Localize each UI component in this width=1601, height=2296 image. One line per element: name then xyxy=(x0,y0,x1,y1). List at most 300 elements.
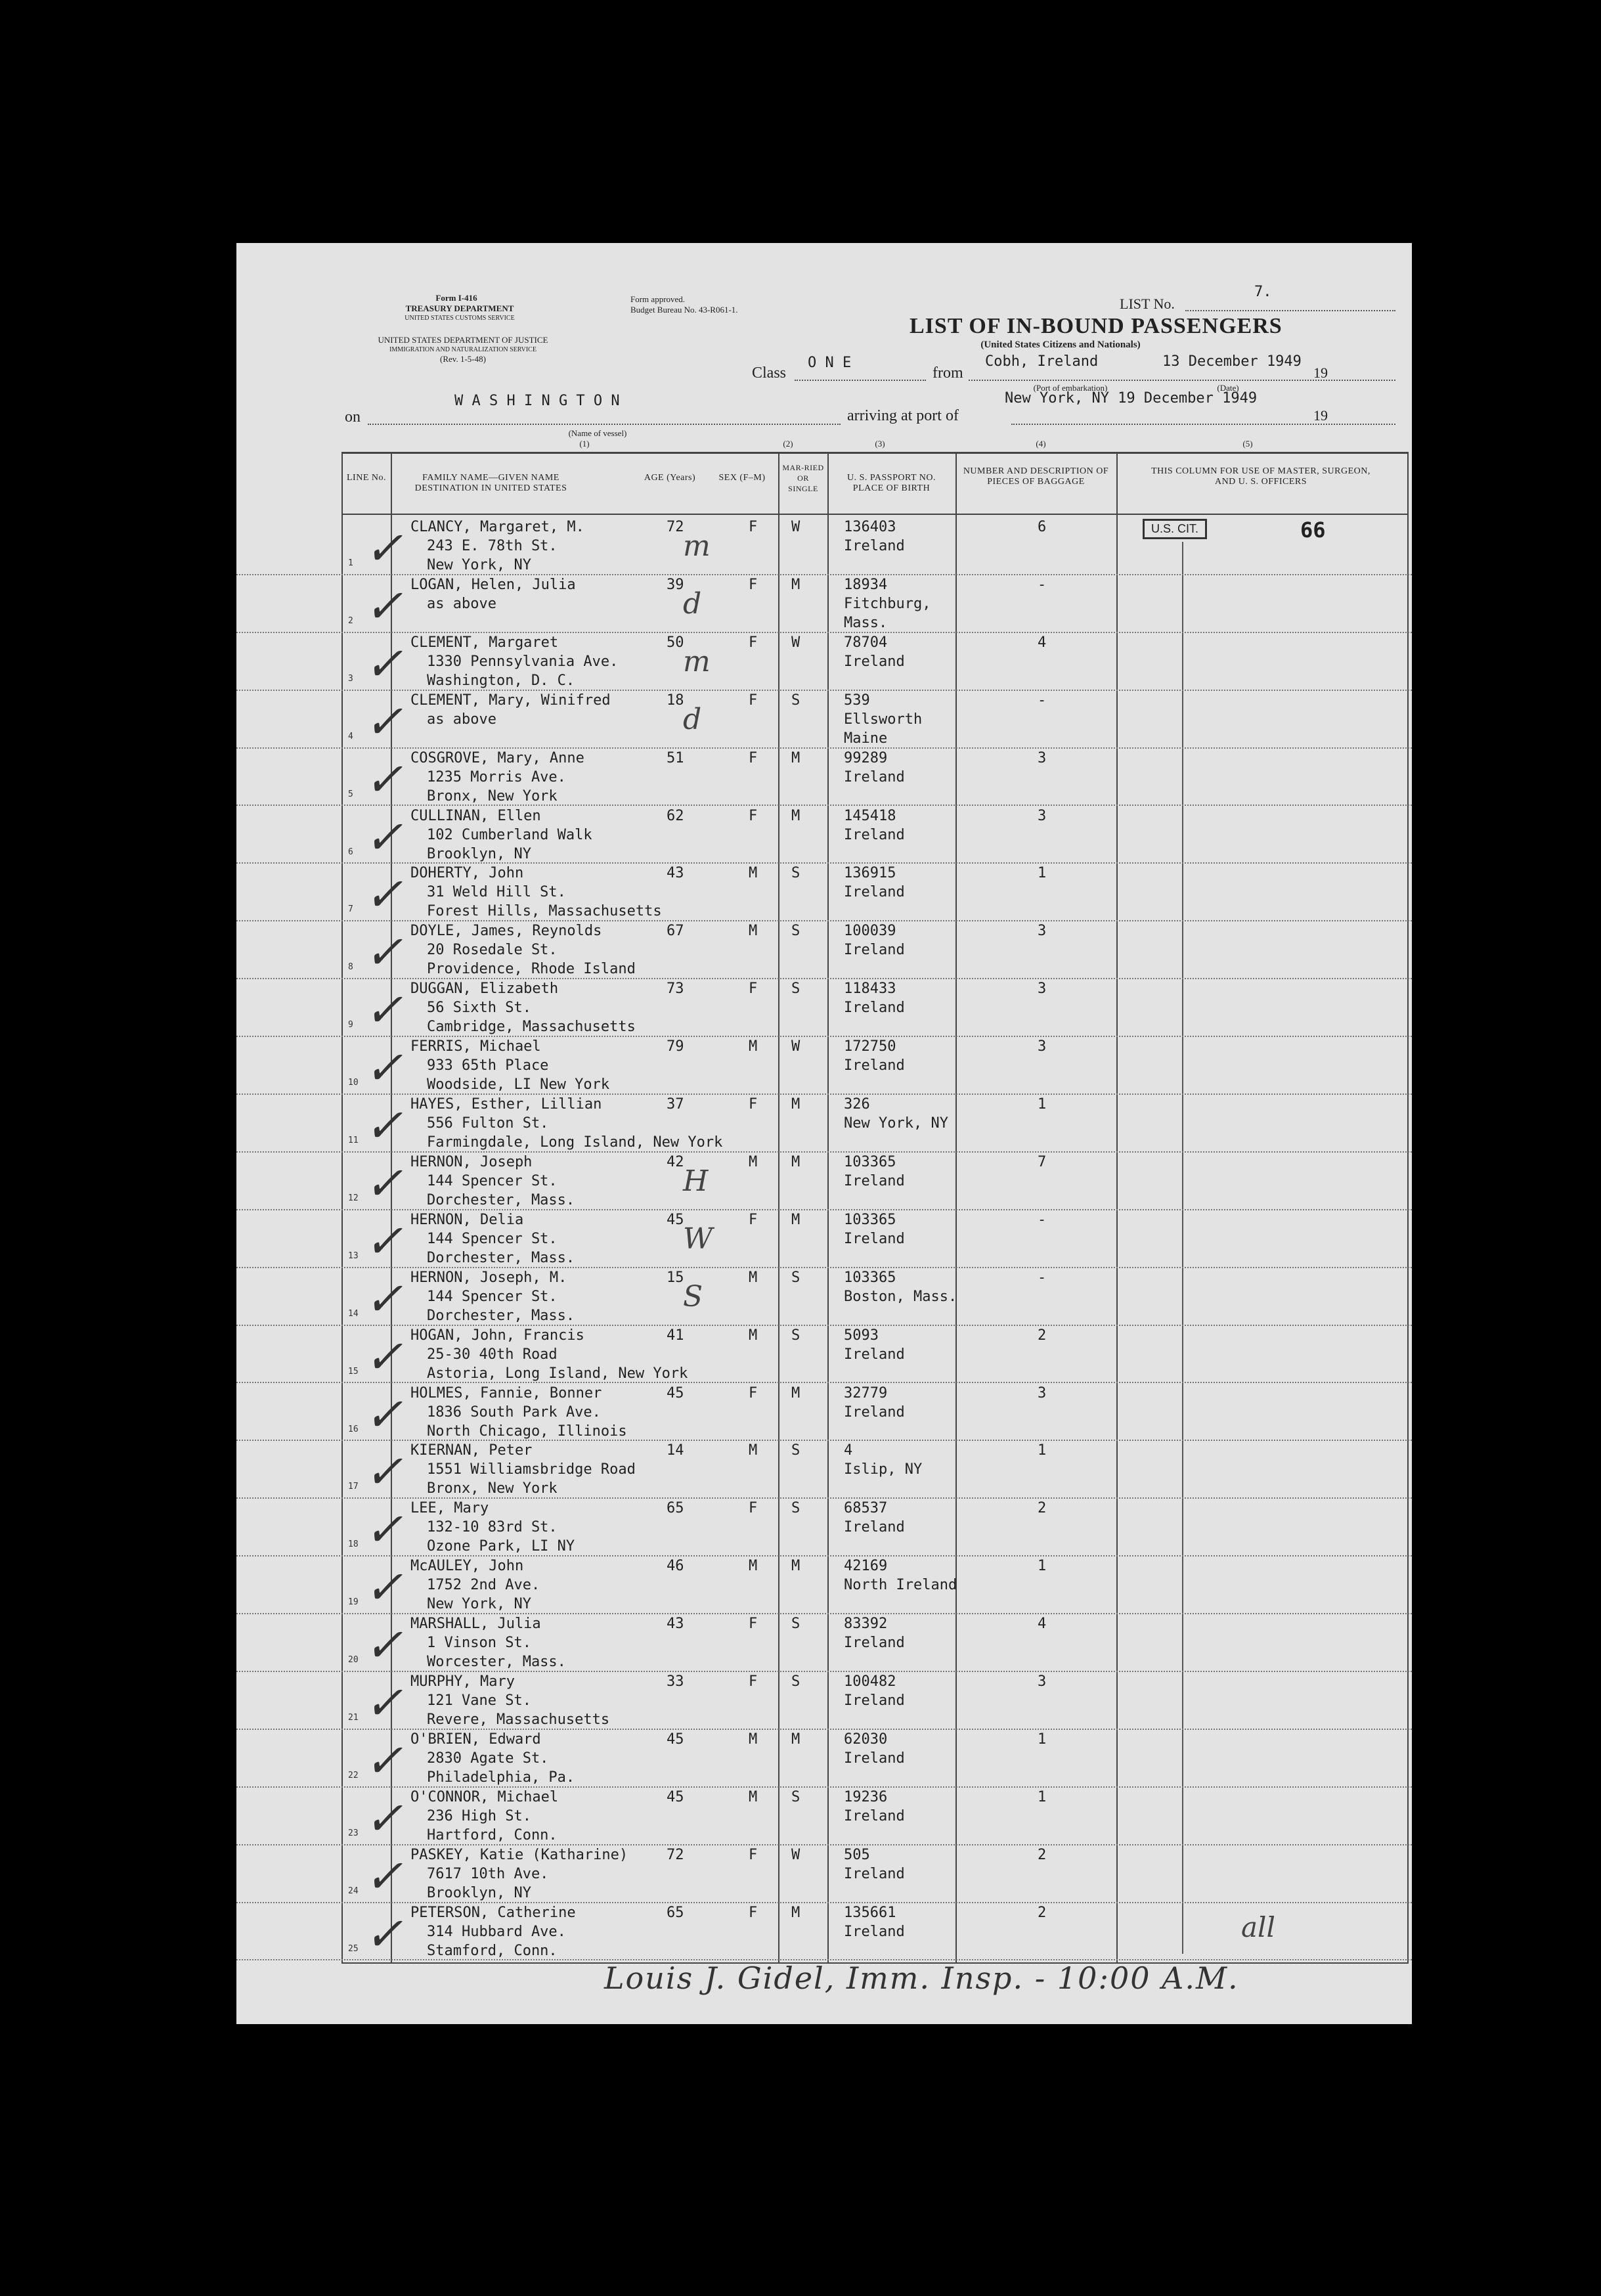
passenger-age: 62 xyxy=(667,807,684,824)
passenger-name: FERRIS, Michael xyxy=(410,1038,541,1055)
form-approved: Form approved. xyxy=(630,294,686,304)
passenger-age: 72 xyxy=(667,519,684,535)
table-top-rule xyxy=(341,452,1409,454)
marital-status: S xyxy=(791,1269,800,1286)
marital-status: M xyxy=(791,1731,800,1748)
passport-number: 326 xyxy=(844,1096,870,1113)
passenger-age: 43 xyxy=(667,1616,684,1633)
passport-number: 145418 xyxy=(844,807,896,824)
passenger-address: 933 65th Place Woodside, LI New York xyxy=(427,1057,610,1093)
marital-status: S xyxy=(791,1673,800,1690)
marital-status: S xyxy=(791,692,800,709)
check-mark: ✓ xyxy=(364,1445,403,1499)
vessel-name: W A S H I N G T O N xyxy=(454,393,620,409)
passenger-sex: F xyxy=(749,1673,758,1690)
check-mark: ✓ xyxy=(364,1099,403,1153)
passenger-sex: M xyxy=(749,865,758,882)
header-bottom-rule xyxy=(341,514,1409,515)
passport-number: 135661 xyxy=(844,1904,896,1921)
check-mark: ✓ xyxy=(364,1618,403,1673)
passenger-sex: M xyxy=(749,1731,758,1748)
passenger-row xyxy=(236,806,1412,864)
passenger-name: HAYES, Esther, Lillian xyxy=(410,1096,602,1113)
passenger-sex: F xyxy=(749,1211,758,1228)
passenger-age: 51 xyxy=(667,749,684,766)
handwritten-mark: m xyxy=(683,644,711,678)
passport-number: 32779 xyxy=(844,1384,888,1402)
passenger-age: 65 xyxy=(667,1904,684,1921)
passport-number: 103365 xyxy=(844,1211,896,1228)
passenger-sex: F xyxy=(749,519,758,535)
passenger-sex: F xyxy=(749,1500,758,1517)
embark-port: Cobh, Ireland xyxy=(985,353,1099,370)
col-num-2: (2) xyxy=(783,439,793,449)
passenger-name: DOHERTY, John xyxy=(410,865,524,882)
passenger-row xyxy=(236,1153,1412,1210)
footer-note: all xyxy=(1241,1911,1275,1943)
passenger-name: CLEMENT, Mary, Winifred xyxy=(410,692,611,709)
passenger-age: 42 xyxy=(667,1153,684,1170)
line-number: 12 xyxy=(348,1193,359,1203)
ins-service: IMMIGRATION AND NATURALIZATION SERVICE xyxy=(389,346,537,353)
passenger-age: 73 xyxy=(667,981,684,998)
check-mark: ✓ xyxy=(364,579,403,633)
passenger-sex: F xyxy=(749,749,758,766)
arrival-port-date: New York, NY 19 December 1949 xyxy=(1005,390,1258,407)
passenger-sex: F xyxy=(749,807,758,824)
class-line xyxy=(795,380,926,381)
place-of-birth: Ireland xyxy=(844,768,905,785)
passenger-sex: F xyxy=(749,1846,758,1863)
passenger-address: 31 Weld Hill St. Forest Hills, Massachusetts xyxy=(427,884,662,920)
line-number: 8 xyxy=(348,962,353,973)
passenger-row xyxy=(236,1037,1412,1095)
passenger-age: 45 xyxy=(667,1788,684,1805)
passenger-address: 1235 Morris Ave. Bronx, New York xyxy=(427,768,566,805)
passenger-age: 41 xyxy=(667,1327,684,1344)
passenger-address: as above xyxy=(427,711,496,728)
passenger-row xyxy=(236,979,1412,1037)
line-number: 19 xyxy=(348,1597,359,1608)
customs-service: UNITED STATES CUSTOMS SERVICE xyxy=(405,315,515,322)
baggage-count: 2 xyxy=(1038,1846,1047,1863)
passenger-name: PETERSON, Catherine xyxy=(410,1904,576,1921)
place-of-birth: Ireland xyxy=(844,1346,905,1363)
passenger-sex: F xyxy=(749,1904,758,1921)
header-officers: THIS COLUMN FOR USE OF MASTER, SURGEON, AND U. S. OFFICERS xyxy=(1151,466,1371,487)
arrival-line xyxy=(1011,424,1395,425)
passport-number: 136915 xyxy=(844,865,896,882)
passport-number: 103365 xyxy=(844,1153,896,1170)
line-number: 16 xyxy=(348,1424,359,1434)
passenger-row xyxy=(236,691,1412,749)
place-of-birth: Ellsworth Maine xyxy=(844,711,923,747)
passport-number: 136403 xyxy=(844,519,896,535)
passenger-sex: F xyxy=(749,1384,758,1402)
place-of-birth: Ireland xyxy=(844,538,905,554)
passenger-age: 72 xyxy=(667,1846,684,1863)
baggage-count: 1 xyxy=(1038,1442,1047,1459)
passport-number: 19236 xyxy=(844,1788,888,1805)
passport-number: 42169 xyxy=(844,1558,888,1575)
marital-status: M xyxy=(791,1096,800,1113)
passport-number: 539 xyxy=(844,692,870,709)
passenger-age: 45 xyxy=(667,1384,684,1402)
passenger-name: HOLMES, Fannie, Bonner xyxy=(410,1384,602,1402)
marital-status: S xyxy=(791,1500,800,1517)
passenger-row xyxy=(236,749,1412,806)
check-mark: ✓ xyxy=(364,810,403,864)
check-mark: ✓ xyxy=(364,1560,403,1615)
passenger-row xyxy=(236,1556,1412,1614)
passenger-row xyxy=(236,1730,1412,1788)
budget-bureau: Budget Bureau No. 43-R061-1. xyxy=(630,305,738,315)
passenger-sex: M xyxy=(749,1442,758,1459)
passenger-age: 45 xyxy=(667,1211,684,1228)
passport-number: 5093 xyxy=(844,1327,879,1344)
passenger-name: LEE, Mary xyxy=(410,1500,489,1517)
marital-status: W xyxy=(791,1846,800,1863)
from-line xyxy=(969,380,1395,381)
treasury-dept: TREASURY DEPARTMENT xyxy=(405,303,514,313)
col-num-4: (4) xyxy=(1036,439,1046,449)
citizen-count: 66 xyxy=(1300,518,1326,542)
check-mark: ✓ xyxy=(364,1733,403,1788)
passenger-name: HERNON, Joseph xyxy=(410,1153,533,1170)
list-no-value: 7. xyxy=(1254,284,1272,300)
passenger-name: CLANCY, Margaret, M. xyxy=(410,519,584,535)
place-of-birth: Ireland xyxy=(844,1865,905,1882)
marital-status: W xyxy=(791,634,800,651)
baggage-count: 2 xyxy=(1038,1327,1047,1344)
place-of-birth: Ireland xyxy=(844,1403,905,1421)
justice-dept: UNITED STATES DEPARTMENT OF JUSTICE xyxy=(378,335,548,345)
check-mark: ✓ xyxy=(364,1849,403,1903)
class-label: Class xyxy=(752,364,787,382)
line-number: 2 xyxy=(348,615,353,626)
place-of-birth: New York, NY xyxy=(844,1115,948,1132)
passenger-address: 236 High St. Hartford, Conn. xyxy=(427,1807,558,1843)
check-mark: ✓ xyxy=(364,1676,403,1730)
passenger-address: 144 Spencer St. Dorchester, Mass. xyxy=(427,1172,575,1208)
inspector-signature: Louis J. Gidel, Imm. Insp. - 10:00 A.M. xyxy=(604,1960,1239,1996)
header-age: AGE (Years) xyxy=(644,473,696,483)
passenger-sex: M xyxy=(749,1269,758,1286)
passenger-address: 1836 South Park Ave. North Chicago, Illinois xyxy=(427,1403,627,1440)
line-number: 25 xyxy=(348,1943,359,1954)
passenger-age: 37 xyxy=(667,1096,684,1113)
passenger-address: 56 Sixth St. Cambridge, Massachusetts xyxy=(427,1000,636,1036)
passenger-row xyxy=(236,1268,1412,1326)
line-number: 6 xyxy=(348,847,353,857)
embark-date: 13 December 1949 xyxy=(1162,353,1302,370)
list-no-label: LIST No. xyxy=(1120,296,1175,312)
passenger-name: MARSHALL, Julia xyxy=(410,1616,541,1633)
passenger-address: 132-10 83rd St. Ozone Park, LI NY xyxy=(427,1519,575,1555)
marital-status: S xyxy=(791,1442,800,1459)
handwritten-mark: W xyxy=(683,1222,713,1256)
passenger-name: MURPHY, Mary xyxy=(410,1673,515,1690)
passport-number: 83392 xyxy=(844,1616,888,1633)
passenger-address: 102 Cumberland Walk Brooklyn, NY xyxy=(427,826,592,862)
line-number: 24 xyxy=(348,1886,359,1896)
from-label: from xyxy=(932,364,963,382)
passenger-name: HERNON, Delia xyxy=(410,1211,524,1228)
passport-number: 4 xyxy=(844,1442,853,1459)
baggage-count: - xyxy=(1038,1269,1047,1286)
passenger-age: 50 xyxy=(667,634,684,651)
baggage-count: 3 xyxy=(1038,1384,1047,1402)
marital-status: S xyxy=(791,981,800,998)
passport-number: 99289 xyxy=(844,749,888,766)
revision: (Rev. 1-5-48) xyxy=(440,354,486,364)
marital-status: M xyxy=(791,807,800,824)
passenger-row xyxy=(236,921,1412,979)
passenger-name: KIERNAN, Peter xyxy=(410,1442,533,1459)
baggage-count: 3 xyxy=(1038,1673,1047,1690)
baggage-count: 2 xyxy=(1038,1904,1047,1921)
passenger-age: 67 xyxy=(667,923,684,940)
marital-status: M xyxy=(791,1384,800,1402)
passenger-address: 1330 Pennsylvania Ave. Washington, D. C. xyxy=(427,653,619,689)
line-number: 21 xyxy=(348,1713,359,1723)
vessel-caption: (Name of vessel) xyxy=(568,428,627,438)
passenger-row xyxy=(236,1903,1412,1961)
place-of-birth: Ireland xyxy=(844,653,905,670)
passenger-address: 121 Vane St. Revere, Massachusetts xyxy=(427,1692,610,1728)
embark-caption: (Port of embarkation) xyxy=(1033,383,1108,393)
passenger-row xyxy=(236,864,1412,921)
passenger-age: 46 xyxy=(667,1558,684,1575)
marital-status: M xyxy=(791,576,800,593)
passenger-age: 33 xyxy=(667,1673,684,1690)
passenger-sex: M xyxy=(749,1558,758,1575)
passenger-sex: F xyxy=(749,981,758,998)
line-number: 15 xyxy=(348,1366,359,1377)
line-number: 13 xyxy=(348,1250,359,1261)
passenger-address: 25-30 40th Road Astoria, Long Island, New York xyxy=(427,1346,688,1382)
baggage-count: - xyxy=(1038,1211,1047,1228)
line-number: 7 xyxy=(348,904,353,915)
handwritten-mark: S xyxy=(683,1279,703,1314)
place-of-birth: Ireland xyxy=(844,1923,905,1940)
line-number: 4 xyxy=(348,731,353,741)
passenger-name: COSGROVE, Mary, Anne xyxy=(410,749,584,766)
marital-status: S xyxy=(791,1788,800,1805)
passenger-sex: F xyxy=(749,634,758,651)
baggage-count: 4 xyxy=(1038,634,1047,651)
col-num-5: (5) xyxy=(1242,439,1253,449)
baggage-count: 2 xyxy=(1038,1500,1047,1517)
passenger-sex: F xyxy=(749,1096,758,1113)
marital-status: M xyxy=(791,1904,800,1921)
passenger-address: as above xyxy=(427,595,496,612)
passenger-row xyxy=(236,518,1412,575)
line-number: 10 xyxy=(348,1078,359,1088)
baggage-count: 3 xyxy=(1038,749,1047,766)
place-of-birth: Ireland xyxy=(844,1057,905,1074)
passenger-row xyxy=(236,1326,1412,1384)
passenger-name: CLEMENT, Margaret xyxy=(410,634,559,651)
passenger-age: 45 xyxy=(667,1731,684,1748)
line-number: 3 xyxy=(348,673,353,684)
check-mark: ✓ xyxy=(364,521,403,575)
check-mark: ✓ xyxy=(364,1156,403,1210)
passport-number: 100039 xyxy=(844,923,896,940)
passenger-sex: M xyxy=(749,1788,758,1805)
passenger-age: 39 xyxy=(667,576,684,593)
passenger-name: McAULEY, John xyxy=(410,1558,524,1575)
baggage-count: 3 xyxy=(1038,807,1047,824)
baggage-count: - xyxy=(1038,692,1047,709)
passenger-address: 1752 2nd Ave. New York, NY xyxy=(427,1577,540,1613)
passenger-row xyxy=(236,1499,1412,1556)
place-of-birth: Ireland xyxy=(844,884,905,901)
baggage-count: 1 xyxy=(1038,1731,1047,1748)
passport-number: 18934 xyxy=(844,576,888,593)
line-number: 22 xyxy=(348,1770,359,1780)
check-mark: ✓ xyxy=(364,752,403,806)
passenger-sex: F xyxy=(749,692,758,709)
passenger-name: PASKEY, Katie (Katharine) xyxy=(410,1846,628,1863)
place-of-birth: Boston, Mass. xyxy=(844,1288,957,1305)
check-mark: ✓ xyxy=(364,868,403,922)
line-number: 18 xyxy=(348,1539,359,1550)
place-of-birth: Ireland xyxy=(844,1519,905,1536)
passenger-name: DUGGAN, Elizabeth xyxy=(410,981,559,998)
place-of-birth: North Ireland xyxy=(844,1577,957,1594)
vessel-line xyxy=(368,424,841,425)
passenger-row xyxy=(236,1384,1412,1442)
year-suffix-1: 19 xyxy=(1313,364,1328,381)
marital-status: S xyxy=(791,865,800,882)
line-number: 1 xyxy=(348,558,353,568)
line-number: 20 xyxy=(348,1655,359,1666)
passenger-age: 15 xyxy=(667,1269,684,1286)
baggage-count: - xyxy=(1038,576,1047,593)
passport-number: 118433 xyxy=(844,981,896,998)
line-number: 23 xyxy=(348,1828,359,1838)
passenger-address: 7617 10th Ave. Brooklyn, NY xyxy=(427,1865,549,1901)
marital-status: S xyxy=(791,923,800,940)
passenger-row xyxy=(236,1845,1412,1903)
check-mark: ✓ xyxy=(364,925,403,980)
passenger-sex: M xyxy=(749,1153,758,1170)
handwritten-mark: d xyxy=(683,702,702,736)
header-line-no: LINE No. xyxy=(347,473,386,483)
baggage-count: 1 xyxy=(1038,865,1047,882)
place-of-birth: Fitchburg, Mass. xyxy=(844,595,931,631)
page-title: LIST OF IN-BOUND PASSENGERS xyxy=(910,314,1283,338)
passenger-row xyxy=(236,1095,1412,1153)
passenger-row xyxy=(236,1210,1412,1268)
passenger-age: 43 xyxy=(667,865,684,882)
on-label: on xyxy=(345,408,361,426)
col-num-1: (1) xyxy=(579,439,590,449)
line-number: 14 xyxy=(348,1308,359,1319)
place-of-birth: Ireland xyxy=(844,1000,905,1017)
place-of-birth: Ireland xyxy=(844,1750,905,1767)
header-baggage: NUMBER AND DESCRIPTION OF PIECES OF BAGGAGE xyxy=(963,466,1109,487)
handwritten-mark: d xyxy=(683,586,702,621)
check-mark: ✓ xyxy=(364,1214,403,1268)
line-number: 17 xyxy=(348,1482,359,1492)
passenger-name: HERNON, Joseph, M. xyxy=(410,1269,567,1286)
header-passport: U. S. PASSPORT NO. PLACE OF BIRTH xyxy=(847,473,936,493)
baggage-count: 7 xyxy=(1038,1153,1047,1170)
place-of-birth: Islip, NY xyxy=(844,1461,923,1478)
arriving-label: arriving at port of xyxy=(847,407,959,424)
check-mark: ✓ xyxy=(364,694,403,749)
passenger-age: 65 xyxy=(667,1500,684,1517)
passenger-age: 14 xyxy=(667,1442,684,1459)
passenger-name: LOGAN, Helen, Julia xyxy=(410,576,576,593)
marital-status: W xyxy=(791,519,800,535)
passenger-address: 2830 Agate St. Philadelphia, Pa. xyxy=(427,1750,575,1786)
header-sex: SEX (F–M) xyxy=(718,473,766,483)
marital-status: M xyxy=(791,1211,800,1228)
us-citizen-stamp: U.S. CIT. xyxy=(1143,519,1207,539)
passenger-sex: F xyxy=(749,576,758,593)
passenger-address: 1 Vinson St. Worcester, Mass. xyxy=(427,1635,566,1671)
marital-status: S xyxy=(791,1616,800,1633)
place-of-birth: Ireland xyxy=(844,1807,905,1824)
passenger-row xyxy=(236,1614,1412,1672)
place-of-birth: Ireland xyxy=(844,942,905,959)
check-mark: ✓ xyxy=(364,983,403,1038)
baggage-count: 1 xyxy=(1038,1096,1047,1113)
line-number: 9 xyxy=(348,1020,353,1030)
passenger-address: 556 Fulton St. Farmingdale, Long Island, New York xyxy=(427,1115,723,1151)
check-mark: ✓ xyxy=(364,1329,403,1384)
passenger-age: 79 xyxy=(667,1038,684,1055)
passenger-sex: M xyxy=(749,1038,758,1055)
page-subtitle: (United States Citizens and Nationals) xyxy=(980,340,1141,350)
marital-status: W xyxy=(791,1038,800,1055)
list-no-line xyxy=(1185,310,1395,311)
passenger-name: O'BRIEN, Edward xyxy=(410,1731,541,1748)
passenger-row xyxy=(236,1788,1412,1845)
passport-number: 505 xyxy=(844,1846,870,1863)
class-value: O N E xyxy=(808,355,852,371)
check-mark: ✓ xyxy=(364,1271,403,1326)
header-name: FAMILY NAME—GIVEN NAME DESTINATION IN UNITED STATES xyxy=(414,473,567,493)
passenger-name: DOYLE, James, Reynolds xyxy=(410,923,602,940)
place-of-birth: Ireland xyxy=(844,1172,905,1189)
passenger-address: 20 Rosedale St. Providence, Rhode Island xyxy=(427,942,636,978)
check-mark: ✓ xyxy=(364,1791,403,1845)
passport-number: 103365 xyxy=(844,1269,896,1286)
passport-number: 68537 xyxy=(844,1500,888,1517)
check-mark: ✓ xyxy=(364,1387,403,1442)
date-caption: (Date) xyxy=(1217,383,1239,393)
place-of-birth: Ireland xyxy=(844,1635,905,1652)
passenger-name: HOGAN, John, Francis xyxy=(410,1327,584,1344)
passenger-sex: M xyxy=(749,1327,758,1344)
passenger-row xyxy=(236,633,1412,691)
passenger-sex: F xyxy=(749,1616,758,1633)
passport-number: 78704 xyxy=(844,634,888,651)
check-mark: ✓ xyxy=(364,636,403,691)
baggage-count: 1 xyxy=(1038,1788,1047,1805)
check-mark: ✓ xyxy=(364,1503,403,1557)
passenger-address: 243 E. 78th St. New York, NY xyxy=(427,538,558,573)
form-number: Form I-416 xyxy=(435,293,477,303)
handwritten-mark: H xyxy=(683,1164,709,1198)
passport-number: 100482 xyxy=(844,1673,896,1690)
manifest-page xyxy=(236,243,1412,2024)
baggage-count: 4 xyxy=(1038,1616,1047,1633)
